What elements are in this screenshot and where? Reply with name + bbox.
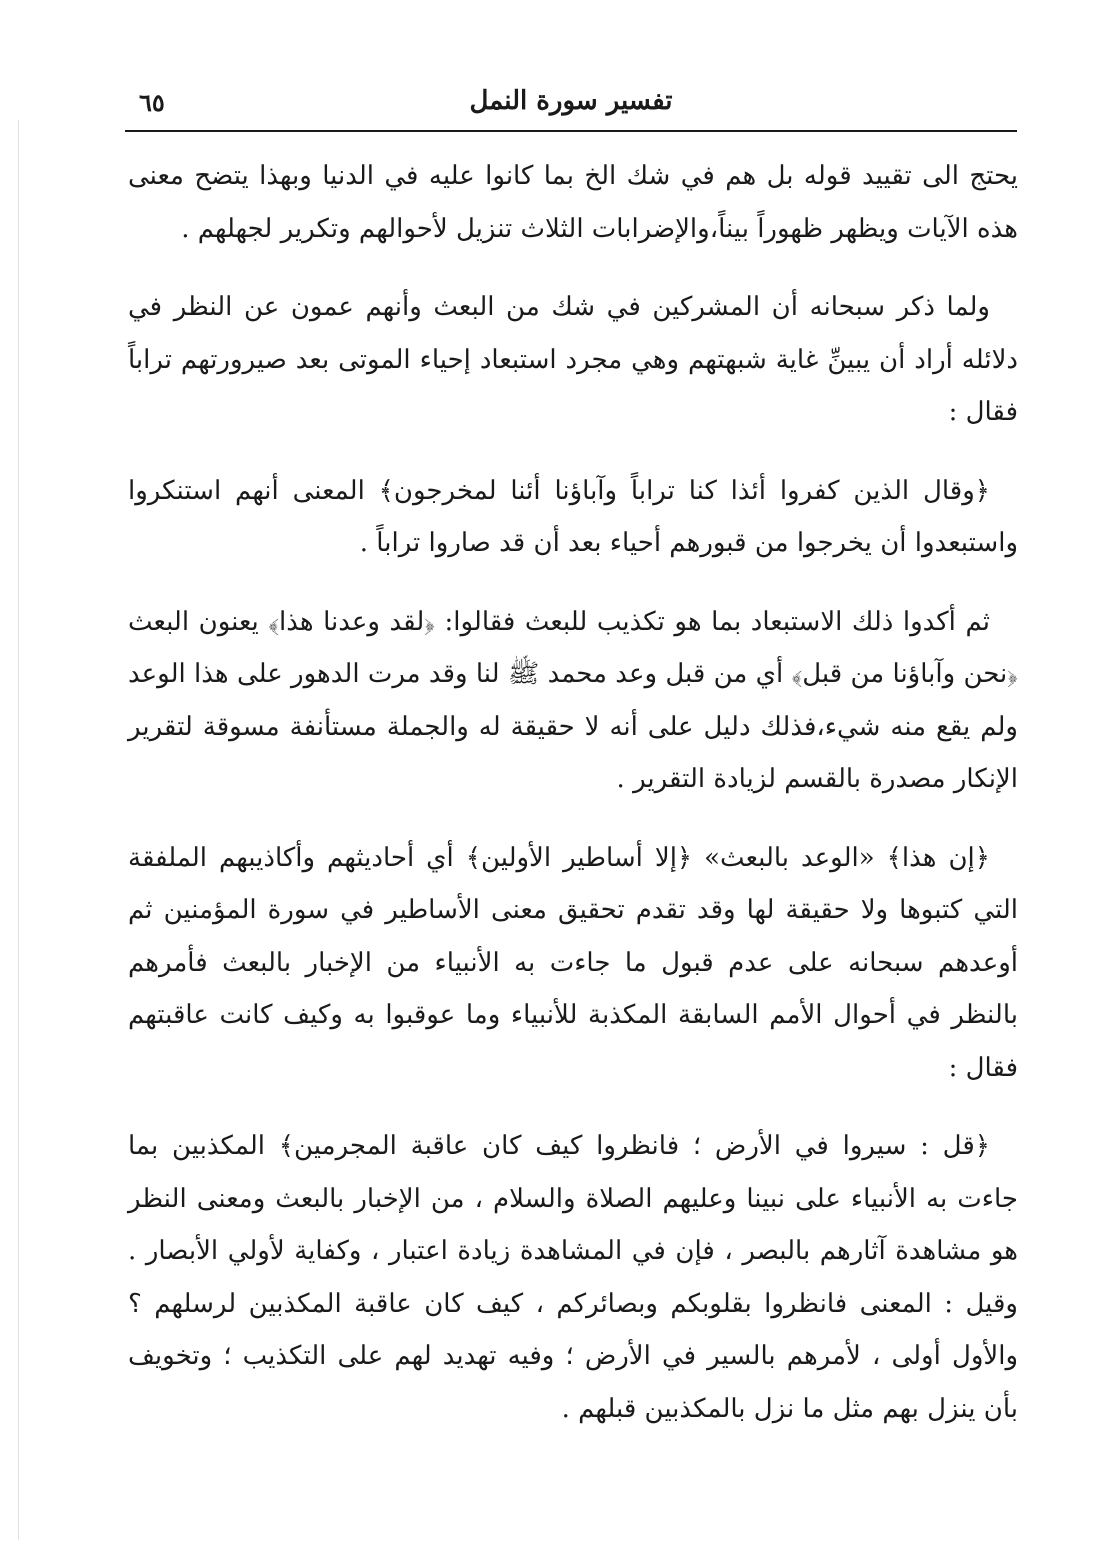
paragraph-continuation: يحتج الى تقييد قوله بل هم في شك الخ بما كانوا عليه في الدنيا وبهذا يتضح معنى هذه الآيات ويظهر ظهوراً بيناً،والإضرابات الثلاث تنزيل لأحوالهم وتكرير لجهلهم .: [128, 161, 1018, 244]
paragraph-legends-of-ancients: ﴿إن هذا﴾ «الوعد بالبعث» ﴿إلا أساطير الأولين﴾ أي أحاديثهم وأكاذيبهم الملفقة التي كتبوها ولا حقيقة لها وقد تقدم تحقيق معنى الأساطير في سورة المؤمنين ثم أوعدهم سبحانه على عدم قبول ما جاءت به الأنبياء من الإخبار بالبعث فأمرهم بالنظر في أحوال الأمم السابقة المكذبة للأنبياء وما عوقبوا به وكيف كانت عاقبتهم فقال :: [128, 842, 1018, 1083]
body-text: [128, 150, 1018, 1461]
chapter-title: تفسير سورة النمل: [469, 86, 673, 116]
paragraph-doubt-of-resurrection: ولما ذكر سبحانه أن المشركين في شك من البعث وأنهم عمون عن النظر في دلائله أراد أن يبينِّ غاية شبهتهم وهي مجرد استبعاد إحياء الموتى بعد صيرورتهم تراباً فقال :: [128, 292, 1018, 427]
paragraph-quran-verse-68: ثم أكدوا ذلك الاستبعاد بما هو تكذيب للبعث فقالوا: ﴿لقد وعدنا هذا﴾ يعنون البعث ﴿نحن وآباؤنا من قبل﴾ أي من قبل وعد محمد ﷺ لنا وقد مرت الدهور على هذا الوعد ولم يقع منه شيء،فذلك دليل على أنه لا حقيقة له والجملة مستأنفة مسوقة لتقرير الإنكار مصدرة بالقسم لزيادة التقرير .: [128, 606, 1018, 794]
page-edge-shadow: [18, 120, 19, 1540]
paragraph-quran-verse-69: ﴿قل : سيروا في الأرض ؛ فانظروا كيف كان عاقبة المجرمين﴾ المكذبين بما جاءت به الأنبياء على نبينا وعليهم الصلاة والسلام ، من الإخبار بالبعث ومعنى النظر هو مشاهدة آثارهم بالبصر ، فإن في المشاهدة زيادة اعتبار ، وكفاية لأولي الأبصار . وقيل : المعنى فانظروا بقلوبكم وبصائركم ، كيف كان عاقبة المكذبين لرسلهم ؟ والأول أولى ، لأمرهم بالسير في الأرض ؛ وفيه تهديد لهم على التكذيب ؛ وتخويف بأن ينزل بهم مثل ما نزل بالمكذبين قبلهم .: [128, 1131, 1018, 1424]
page-number: ٦٥: [139, 88, 165, 117]
paragraph-quran-verse-67: ﴿وقال الذين كفروا أئذا كنا تراباً وآباؤنا أئنا لمخرجون﴾ المعنى أنهم استنكروا واستبعدوا أن يخرجوا من قبورهم أحياء بعد أن قد صاروا تراباً .: [128, 475, 1018, 558]
running-header: [125, 78, 1017, 132]
